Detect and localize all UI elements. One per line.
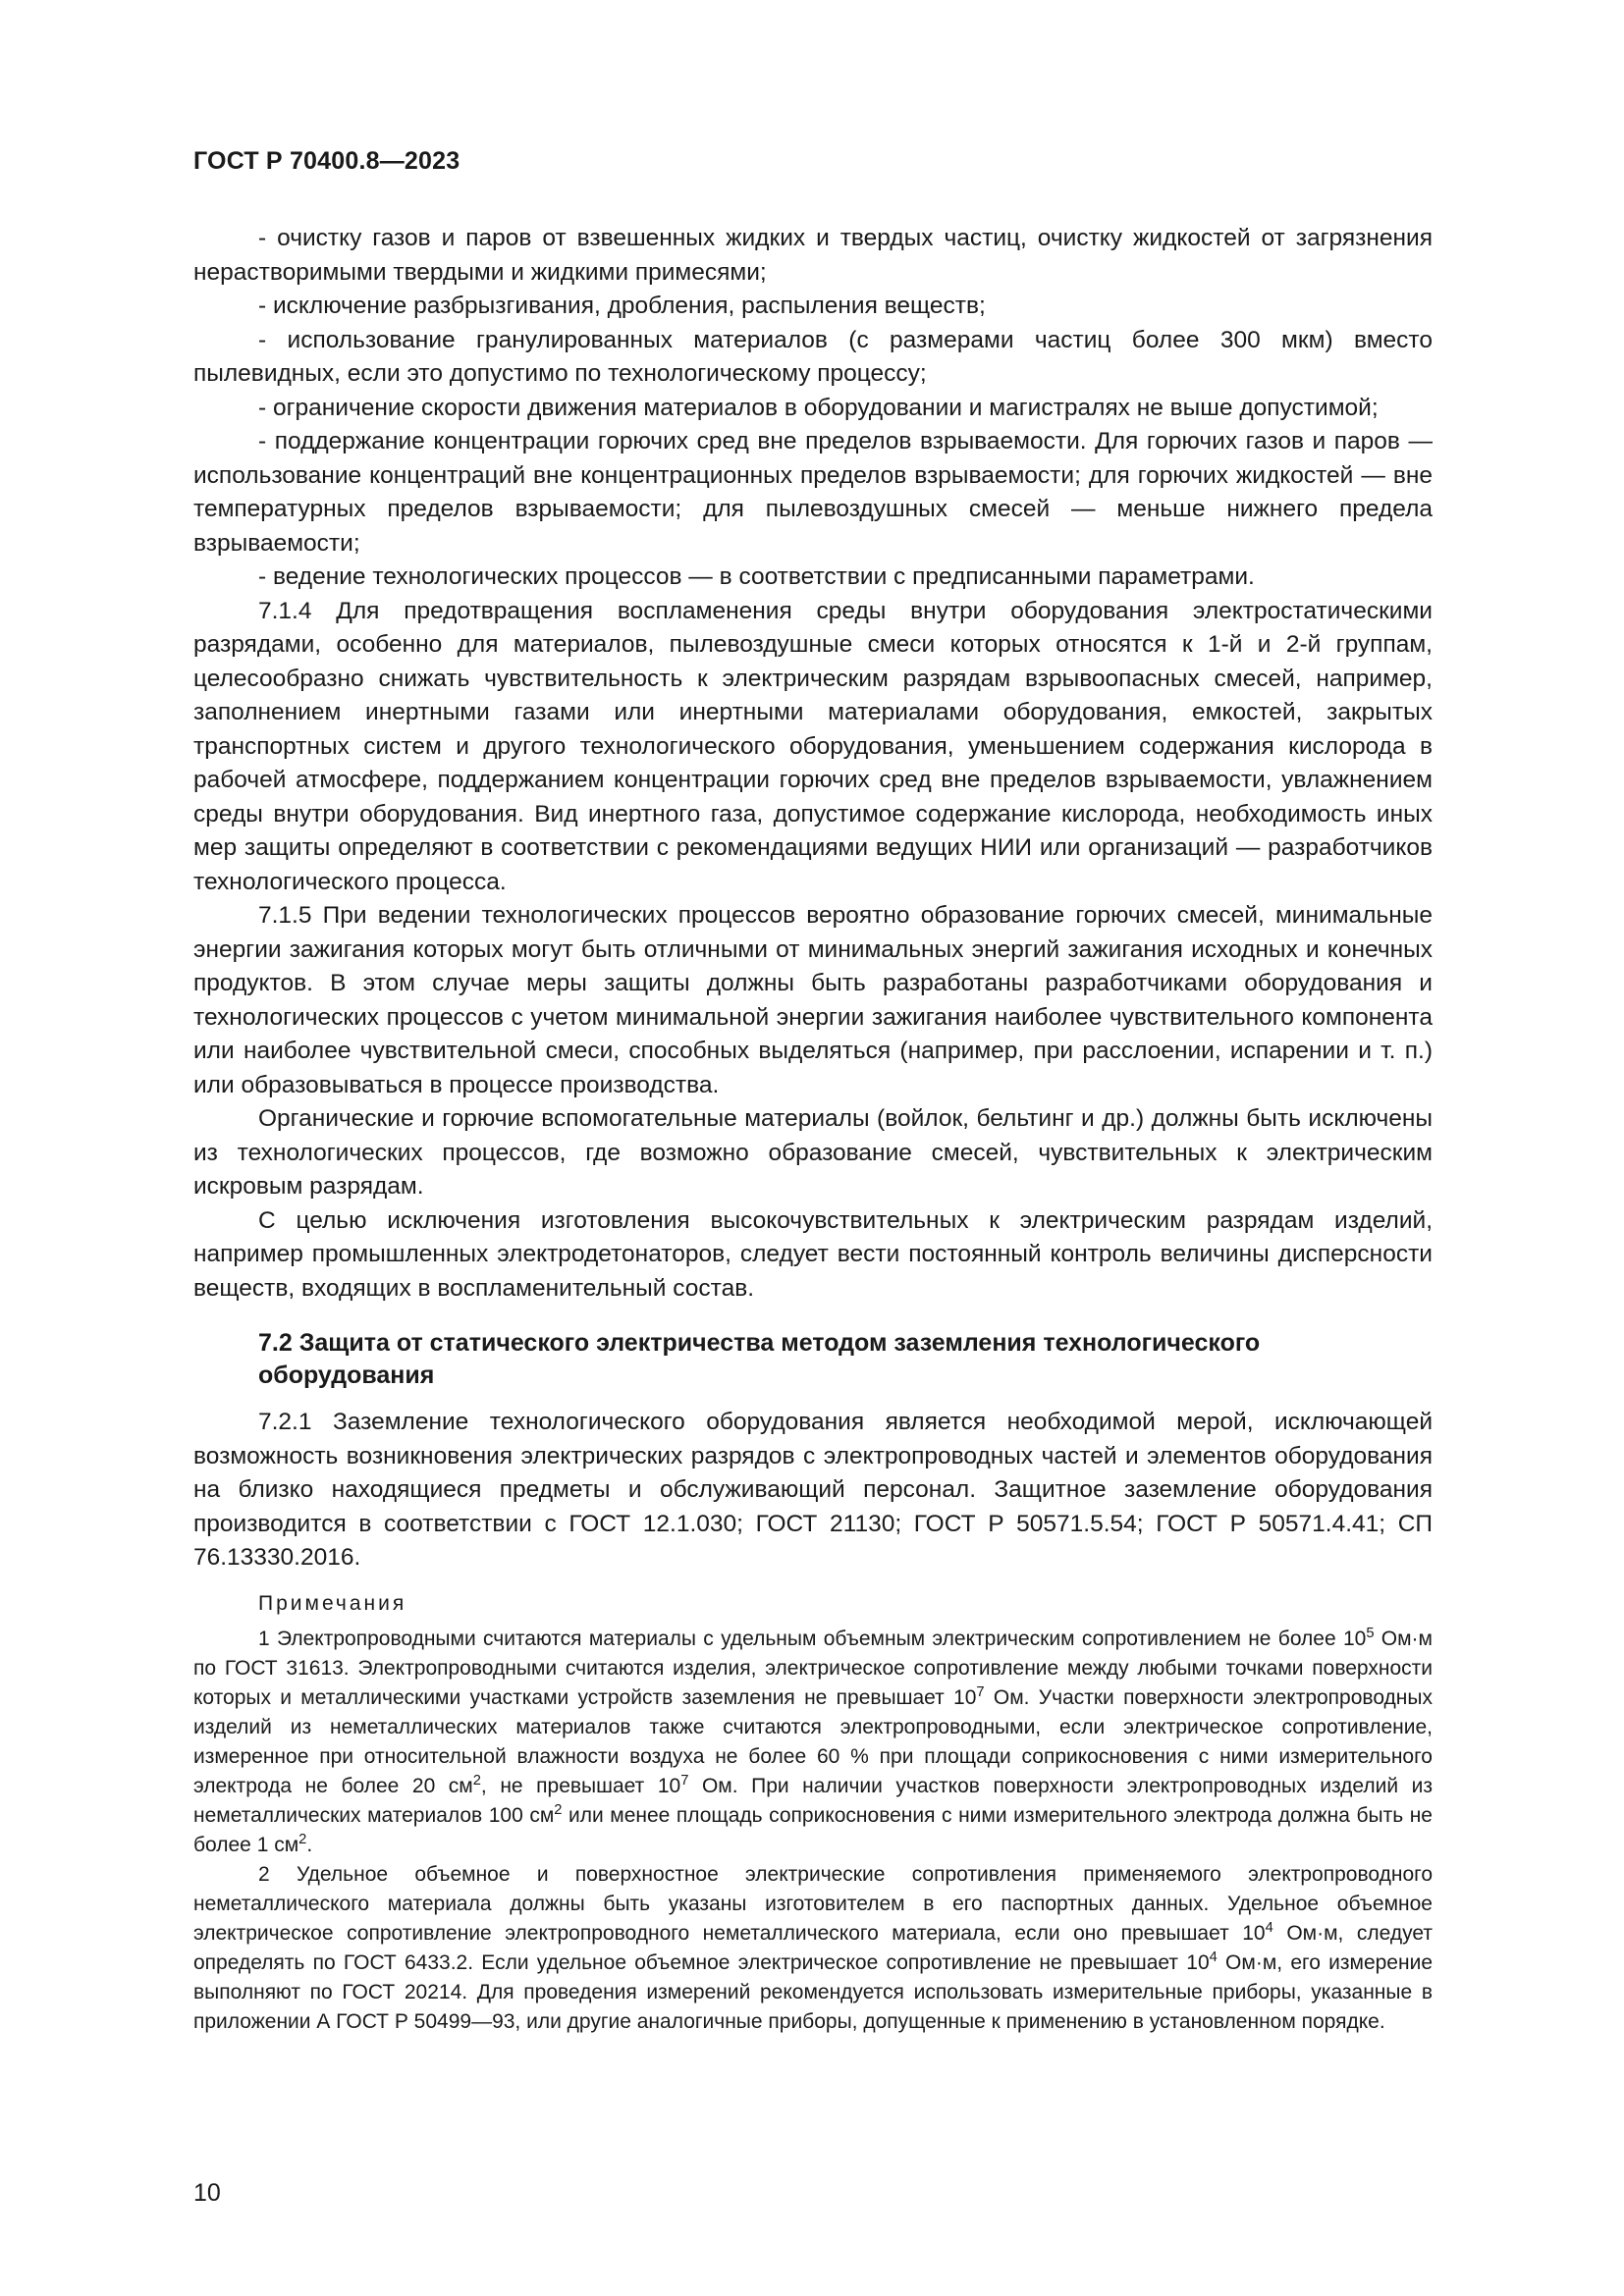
notes-heading: Примечания xyxy=(258,1591,407,1615)
paragraph-auxiliary-materials: Органические и горючие вспомогательные материалы (войлок, бельтинг и др.) должны быть исключены из технологических процессов, где возможно образование смесей, чувствительных к электрическим искровым разрядам. xyxy=(193,1105,1433,1200)
document-header: ГОСТ Р 70400.8—2023 xyxy=(193,147,460,175)
list-item: - ведение технологических процессов — в соответствии с предписанными параметрами. xyxy=(258,563,1255,590)
note-text: Ом. Участки поверхности электропроводных изделий из неметаллических материалов также считаются электропроводными, если электрическое сопротивление, измеренное при относительной влажности воздуха не более 60 % при площади соприкосновения с ними измерительного электрода не более 20 см xyxy=(193,1685,1433,1797)
list-item: - ограничение скорости движения материалов в оборудовании и магистралях не выше допустимой; xyxy=(258,394,1379,421)
page-body xyxy=(193,222,1433,2037)
note-text: , не превышает 10 xyxy=(480,1774,681,1797)
section-title-7-2: 7.2 Защита от статического электричества методом заземления технологического оборудования xyxy=(258,1329,1261,1389)
note-text: 2 Удельное объемное и поверхностное электрические сопротивления применяемого электропроводного неметаллического материала должны быть указаны изготовителем в его паспортных данных. Удельное объемное электрическое сопротивление электропроводного неметаллического материала, если оно превышает 10 xyxy=(193,1862,1433,1945)
exponent: 2 xyxy=(298,1831,307,1847)
exponent: 2 xyxy=(554,1801,563,1818)
paragraph-7-1-5: 7.1.5 При ведении технологических процессов вероятно образование горючих смесей, минимальные энергии зажигания которых могут быть отличными от минимальных энергий зажигания исходных и конечных продуктов. В этом случае меры защиты должны быть разработаны разработчиками оборудования и технологических процессов с учетом минимальной энергии зажигания наиболее чувствительного компонента или наиболее чувствительной смеси, способных выделяться (например, при расслоении, испарении и т. п.) или образовываться в процессе производства. xyxy=(193,902,1433,1098)
page-number: 10 xyxy=(193,2179,221,2207)
note-text: Ом·м, его измерение выполняют по ГОСТ 20214. Для проведения измерений рекомендуется использовать измерительные приборы, указанные в приложении А ГОСТ Р 50499—93, или другие аналогичные приборы, допущенные к применению в установленном порядке. xyxy=(193,1950,1433,2033)
list-item: - поддержание концентрации горючих сред вне пределов взрываемости. Для горючих газов и паров — использование концентраций вне концентрационных пределов взрываемости; для горючих жидкостей — вне температурных пределов взрываемости; для пылевоздушных смесей — меньше нижнего предела взрываемости; xyxy=(193,428,1433,557)
exponent: 7 xyxy=(976,1683,985,1700)
exponent: 7 xyxy=(680,1772,689,1789)
exponent: 5 xyxy=(1366,1625,1375,1641)
list-item: - использование гранулированных материалов (с размерами частиц более 300 мкм) вместо пылевидных, если это допустимо по технологическому процессу; xyxy=(193,326,1433,387)
note-text: или менее площадь соприкосновения с ними измерительного электрода должна быть не более 1 см xyxy=(193,1803,1433,1856)
paragraph-detonators: С целью исключения изготовления высокочувствительных к электрическим разрядам изделий, например промышленных электродетонаторов, следует вести постоянный контроль величины дисперсности веществ, входящих в воспламенительный состав. xyxy=(193,1206,1433,1302)
exponent: 2 xyxy=(472,1772,481,1789)
note-1 xyxy=(193,1625,1433,1860)
bullet-list xyxy=(193,222,1433,595)
note-text: 1 Электропроводными считаются материалы с удельным объемным электрическим сопротивлением не более 10 xyxy=(258,1627,1367,1650)
note-text: Ом·м по ГОСТ 31613. Электропроводными считаются изделия, электрическое сопротивление между любыми точками поверхности которых и металлическими участками устройств заземления не превышает 10 xyxy=(193,1627,1433,1709)
list-item: - исключение разбрызгивания, дробления, распыления веществ; xyxy=(258,293,986,319)
exponent: 4 xyxy=(1265,1919,1273,1936)
note-text: . xyxy=(306,1833,313,1856)
note-text: Ом·м, следует определять по ГОСТ 6433.2. Если удельное объемное электрическое сопротивление не превышает 10 xyxy=(193,1921,1434,1974)
paragraph-7-2-1: 7.2.1 Заземление технологического оборудования является необходимой мерой, исключающей возможность возникновения электрических разрядов с электропроводных частей и элементов оборудования на близко находящиеся предметы и обслуживающий персонал. Защитное заземление оборудования производится в соответствии с ГОСТ 12.1.030; ГОСТ 21130; ГОСТ Р 50571.5.54; ГОСТ Р 50571.4.41; СП 76.13330.2016. xyxy=(193,1409,1433,1571)
note-text: Ом. При наличии участков поверхности электропроводных изделий из неметаллических материалов 100 см xyxy=(193,1774,1433,1827)
exponent: 4 xyxy=(1209,1949,1218,1965)
paragraph-7-1-4: 7.1.4 Для предотвращения воспламенения среды внутри оборудования электростатическими разрядами, особенно для материалов, пылевоздушные смеси которых относятся к 1-й и 2-й группам, целесообразно снижать чувствительность к электрическим разрядам взрывоопасных смесей, например, заполнением инертными газами или инертными материалами оборудования, емкостей, закрытых транспортных систем и другого технологического оборудования, уменьшением содержания кислорода в рабочей атмосфере, поддержанием концентрации горючих сред вне пределов взрываемости, увлажнением среды внутри оборудования. Вид инертного газа, допустимое содержание кислорода, необходимость иных мер защиты определяют в соответствии с рекомендациями ведущих НИИ или организаций — разработчиков технологического процесса. xyxy=(193,597,1433,895)
list-item: - очистку газов и паров от взвешенных жидких и твердых частиц, очистку жидкостей от загрязнения нерастворимыми твердыми и жидкими примесями; xyxy=(193,225,1433,286)
note-2 xyxy=(193,1860,1433,2037)
